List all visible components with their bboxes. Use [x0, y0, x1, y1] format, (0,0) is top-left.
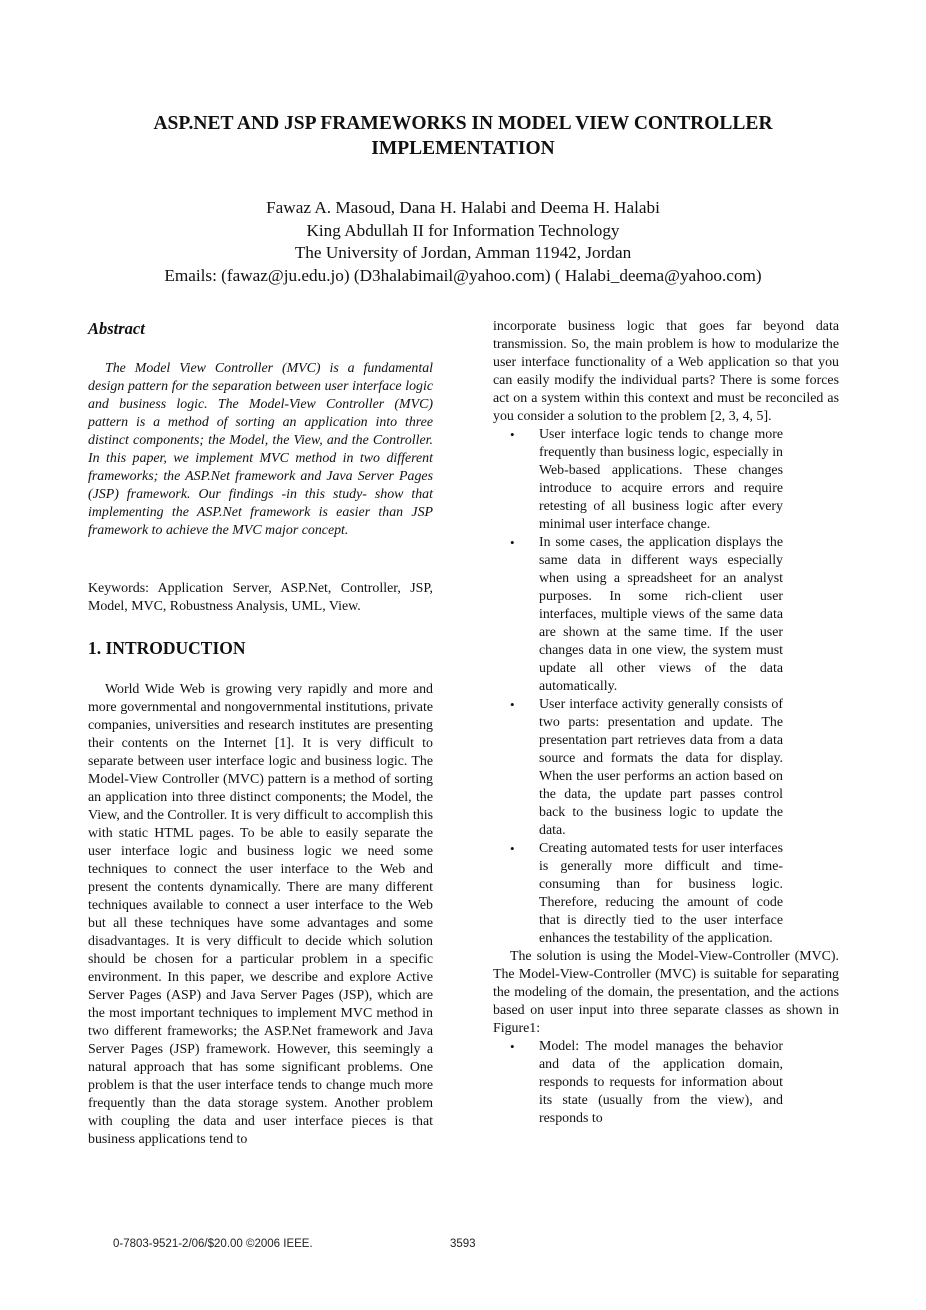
list-item — [493, 426, 783, 534]
bullet-icon: • — [510, 1039, 515, 1054]
forces-list — [493, 426, 839, 948]
author-emails: Emails: (fawaz@ju.edu.jo) (D3halabimail@yahoo.com) ( Halabi_deema@yahoo.com) — [164, 265, 762, 285]
bullet-icon: • — [510, 535, 515, 550]
paper-title: ASP.NET AND JSP FRAMEWORKS IN MODEL VIEW CONTROLLER IMPLEMENTATION — [153, 113, 773, 159]
list-item — [493, 696, 783, 840]
list-item — [493, 1038, 783, 1128]
bullet-icon: • — [510, 841, 515, 856]
list-item-text: Creating automated tests for user interfaces is generally more difficult and time-consuming than for business logic. Therefore, reducing the amount of code that is directly tied to the user interface enhances the testability of the application. — [539, 841, 783, 946]
solution-paragraph: The solution is using the Model-View-Controller (MVC). The Model-View-Controller (MVC) is suitable for separating the modeling of the domain, the presentation, and the actions based on user input into three separate classes as shown in Figure1: — [493, 949, 839, 1036]
author-block — [60, 197, 866, 287]
list-item-text: In some cases, the application displays the same data in different ways especially when using a spreadsheet for an analyst purposes. In some rich-client user interfaces, multiple views of the same data are shown at the same time. If the user changes data in one view, the system must update all other views of the data automatically. — [539, 535, 783, 694]
bullet-icon: • — [510, 697, 515, 712]
author-affiliation: King Abdullah II for Information Technology — [306, 220, 620, 240]
bullet-icon: • — [510, 427, 515, 442]
introduction-continued: incorporate business logic that goes far beyond data transmission. So, the main problem is how to modularize the user interface functionality of a Web application so that you can easily modify the individual parts? There is some forces act on a system within this context and must be reconciled as you consider a solution to the problem [2, 3, 4, 5]. — [493, 319, 839, 424]
list-item — [493, 840, 783, 948]
introduction-text: World Wide Web is growing very rapidly and more and more governmental and nongovernmental institutions, private companies, universities and research institutes are presenting their contents on the Internet [1]. It is very difficult to separate between user interface logic and business logic. The Model-View Controller (MVC) pattern is a method of sorting an application into three distinct components; the Model, the View, and the Controller. It is very difficult to accomplish this with static HTML pages. To be able to easily separate the user interface logic and business logic we need some techniques to connect the user interface to the Web and present the contents dynamically. There are many different techniques available to connect a user interface to the Web but all these techniques have some advantages and some disadvantages. It is very difficult to decide which solution should be chosen for a particular problem in a specific environment. In this paper, we describe and explore Active Server Pages (ASP) and Java Server Pages (JSP), which are the most important techniques to implement MVC method in two different frameworks; the ASP.Net framework and Java Server Pages (JSP) framework. However, this seemingly a natural approach that has some significant problems. One problem is that the user interface tends to change much more frequently than the data storage system. Another problem with coupling the data and user interface pieces is that business applications tend to — [88, 682, 433, 1147]
abstract-text: The Model View Controller (MVC) is a fundamental design pattern for the separation between user interface logic and business logic. The Model-View Controller (MVC) pattern is a method of sorting an application into three distinct components; the Model, the View, and the Controller. In this paper, we implement MVC method in two different frameworks; the ASP.Net framework and Java Server Pages (JSP) framework. Our findings -in this study- show that implementing the ASP.Net framework is easier than JSP framework to achieve the MVC major concept. — [88, 361, 433, 538]
components-list — [493, 1038, 839, 1128]
keywords: Keywords: Application Server, ASP.Net, Controller, JSP, Model, MVC, Robustness Analysis, UML, View. — [88, 581, 433, 614]
list-item-text: User interface activity generally consists of two parts: presentation and update. The presentation part retrieves data from a data source and formats the data for display. When the user performs an action based on the data, the update part passes control back to the business logic to update the data. — [539, 697, 783, 838]
list-item-text: Model: The model manages the behavior and data of the application domain, responds to requests for information about its state (usually from the view), and responds to — [539, 1039, 783, 1126]
right-column — [493, 318, 839, 1128]
page-number: 3593 — [450, 1238, 476, 1250]
introduction-heading: 1. INTRODUCTION — [88, 638, 246, 658]
copyright-notice: 0-7803-9521-2/06/$20.00 ©2006 IEEE. — [113, 1238, 313, 1250]
abstract-heading: Abstract — [88, 319, 145, 338]
author-names: Fawaz A. Masoud, Dana H. Halabi and Deema H. Halabi — [266, 198, 660, 217]
list-item-text: User interface logic tends to change more frequently than business logic, especially in Web-based applications. These changes introduce to acquire errors and require retesting of all business logic after every minimal user interface change. — [539, 427, 783, 532]
list-item — [493, 534, 783, 696]
author-university: The University of Jordan, Amman 11942, Jordan — [294, 243, 632, 262]
